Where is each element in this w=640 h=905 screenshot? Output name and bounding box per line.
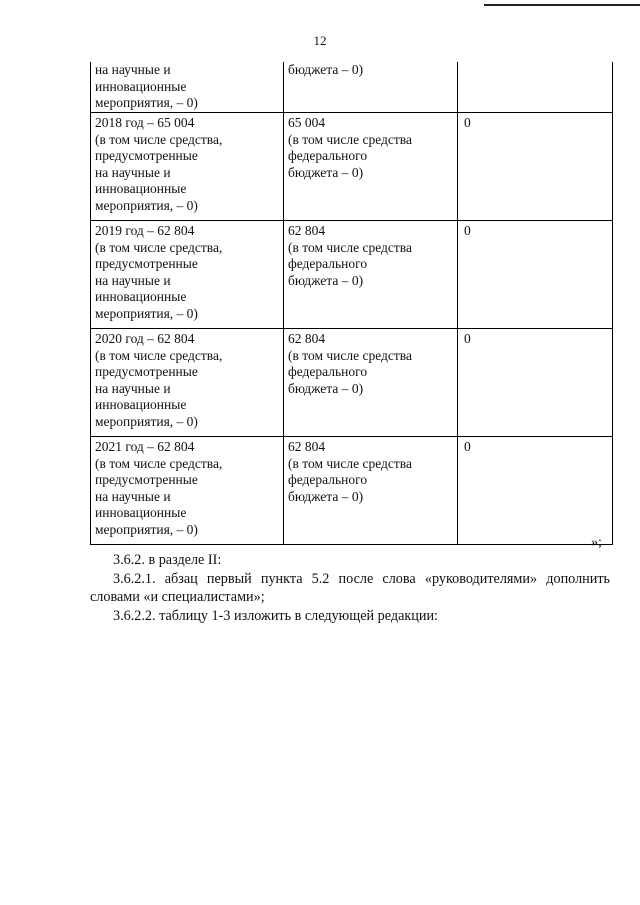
table-row: [91, 329, 613, 437]
table-cell-other: 0: [458, 329, 613, 437]
paragraph-table-1-3: 3.6.2.2. таблицу 1-3 изложить в следующей редакции:: [113, 608, 438, 624]
page-number: 12: [313, 33, 327, 48]
table-cell-other: [458, 62, 613, 113]
table-cell-other: 0: [458, 221, 613, 329]
paragraph-section-ii: 3.6.2. в разделе II:: [113, 552, 222, 568]
table-cell-federal: 62 804 (в том числе средства федерального бюджета – 0): [284, 221, 458, 329]
table-row: [91, 437, 613, 545]
table-cell-year-total: на научные и инновационные мероприятия, – 0): [91, 62, 284, 113]
closing-quote: »;: [591, 535, 602, 550]
table-cell-federal: 65 004 (в том числе средства федерального бюджета – 0): [284, 113, 458, 221]
table-cell-year-total: 2020 год – 62 804 (в том числе средства, предусмотренные на научные и инновационные мероприятия, – 0): [91, 329, 284, 437]
table-row: [91, 113, 613, 221]
table-cell-other: 0: [458, 437, 613, 545]
table-cell-other: 0: [458, 113, 613, 221]
table-row: [91, 221, 613, 329]
table-cell-federal: 62 804 (в том числе средства федерального бюджета – 0): [284, 437, 458, 545]
financing-table: [90, 62, 613, 545]
table-cell-federal: бюджета – 0): [284, 62, 458, 113]
table-cell-year-total: 2019 год – 62 804 (в том числе средства, предусмотренные на научные и инновационные мероприятия, – 0): [91, 221, 284, 329]
paragraph-amend-5-2: 3.6.2.1. абзац первый пункта 5.2 после слова «руководителями» дополнить словами «и специалистами»;: [90, 571, 610, 605]
table-cell-federal: 62 804 (в том числе средства федерального бюджета – 0): [284, 329, 458, 437]
top-rule: [484, 4, 640, 6]
table-cell-year-total: 2018 год – 65 004 (в том числе средства, предусмотренные на научные и инновационные мероприятия, – 0): [91, 113, 284, 221]
table-cell-year-total: 2021 год – 62 804 (в том числе средства, предусмотренные на научные и инновационные мероприятия, – 0): [91, 437, 284, 545]
table-row: [91, 62, 613, 113]
